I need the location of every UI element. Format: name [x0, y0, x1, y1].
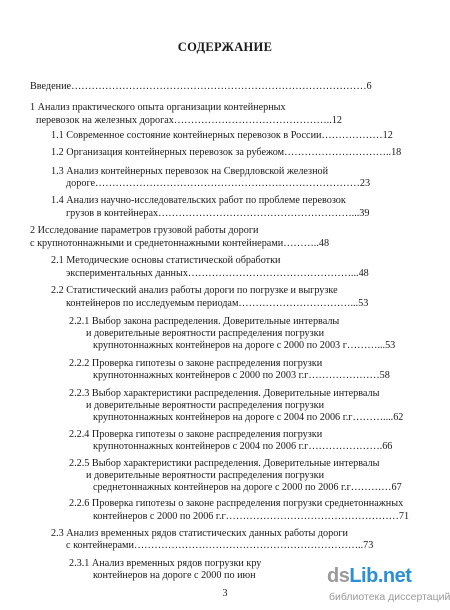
toc-entry-2: 2 Исследование параметров грузовой работы дороги — [30, 225, 259, 236]
toc-entry-2-2-2-cont: крупнотоннажных контейнеров с 2000 по 2003 г.г…………………58 — [93, 370, 390, 381]
watermark-logo-suffix: Lib.net — [349, 565, 412, 587]
toc-entry-1-4-cont: грузов в контейнерах…………………………………………………...39 — [66, 208, 370, 219]
toc-entry-intro: Введение……………………………………………………………………………6 — [30, 81, 372, 92]
toc-entry-2-cont: с крупнотоннажными и среднетоннажными контейнерами………..48 — [30, 238, 330, 249]
toc-entry-2-3-1-cont: контейнеров на дороге с 2000 по июн — [93, 570, 256, 581]
watermark-logo — [327, 565, 411, 588]
toc-entry-1-1: 1.1 Современное состояние контейнерных перевозок в России………………12 — [51, 130, 393, 141]
toc-entry-2-2-3-cont-b: крупнотоннажных контейнеров на дороге с 2004 по 2006 г.г………....62 — [93, 412, 404, 423]
toc-entry-2-2: 2.2 Статистический анализ работы дороги по погрузке и выгрузке — [51, 285, 338, 296]
toc-entry-2-2-6: 2.2.6 Проверка гипотезы о законе распределения погрузки среднетоннажных — [69, 498, 404, 509]
toc-entry-2-2-5-cont-a: и доверительные вероятности распределения погрузки — [86, 470, 325, 481]
toc-entry-2-3: 2.3 Анализ временных рядов статистических данных работы дороги — [51, 528, 348, 539]
watermark-tagline: библиотека диссертаций — [329, 591, 450, 603]
toc-entry-2-1-cont: экспериментальных данных…………………………………………...48 — [66, 268, 369, 279]
toc-entry-2-2-cont: контейнеров по исследуемым периодам……………………………...53 — [66, 298, 369, 309]
toc-entry-1: 1 Анализ практического опыта организации контейнерных — [30, 102, 286, 113]
toc-entry-2-3-1: 2.3.1 Анализ временных рядов погрузки кру — [69, 558, 262, 569]
toc-entry-1-3: 1.3 Анализ контейнерных перевозок на Свердловской железной — [51, 166, 329, 177]
toc-entry-2-2-6-cont: контейнеров с 2000 по 2006 г.г……………………………………………71 — [93, 511, 410, 522]
toc-entry-1-3-cont: дороге……………………………………………………………………23 — [66, 178, 371, 189]
page-number: 3 — [222, 588, 228, 599]
watermark-logo-prefix: ds — [327, 565, 350, 587]
toc-entry-1-4: 1.4 Анализ научно-исследовательских работ по проблеме перевозок — [51, 195, 346, 206]
toc-entry-2-2-1: 2.2.1 Выбор закона распределения. Доверительные интервалы — [69, 316, 340, 327]
toc-entry-2-2-4: 2.2.4 Проверка гипотезы о законе распределения погрузки — [69, 429, 323, 440]
toc-entry-2-2-5-cont-b: среднетоннажных контейнеров на дороге с 2000 по 2006 г.г…………67 — [93, 482, 402, 493]
toc-entry-2-2-2: 2.2.2 Проверка гипотезы о законе распределения погрузки — [69, 358, 323, 369]
site-watermark — [325, 563, 450, 610]
toc-entry-1-2: 1.2 Организация контейнерных перевозок за рубежом…………………………..18 — [51, 147, 402, 158]
toc-entry-2-2-1-cont-a: и доверительные вероятности распределения погрузки — [86, 328, 325, 339]
toc-entry-2-2-3: 2.2.3 Выбор характеристики распределения. Доверительные интервалы — [69, 388, 380, 399]
toc-entry-2-2-5: 2.2.5 Выбор характеристики распределения. Доверительные интервалы — [69, 458, 380, 469]
toc-entry-2-1: 2.1 Методические основы статистической обработки — [51, 255, 281, 266]
toc-entry-2-2-4-cont: крупнотоннажных контейнеров с 2004 по 2006 г.г………………….66 — [93, 441, 393, 452]
toc-entry-1-cont: перевозок на железных дорогах………………………………………..12 — [36, 115, 342, 126]
toc-entry-2-3-cont: с контейнерами…………………………………………………………..73 — [66, 540, 374, 551]
page-title: СОДЕРЖАНИЕ — [177, 40, 273, 54]
toc-entry-2-2-1-cont-b: крупнотоннажных контейнеров на дороге с 2000 по 2003 г………...53 — [93, 340, 396, 351]
toc-entry-2-2-3-cont-a: и доверительные вероятности распределения погрузки — [86, 400, 325, 411]
